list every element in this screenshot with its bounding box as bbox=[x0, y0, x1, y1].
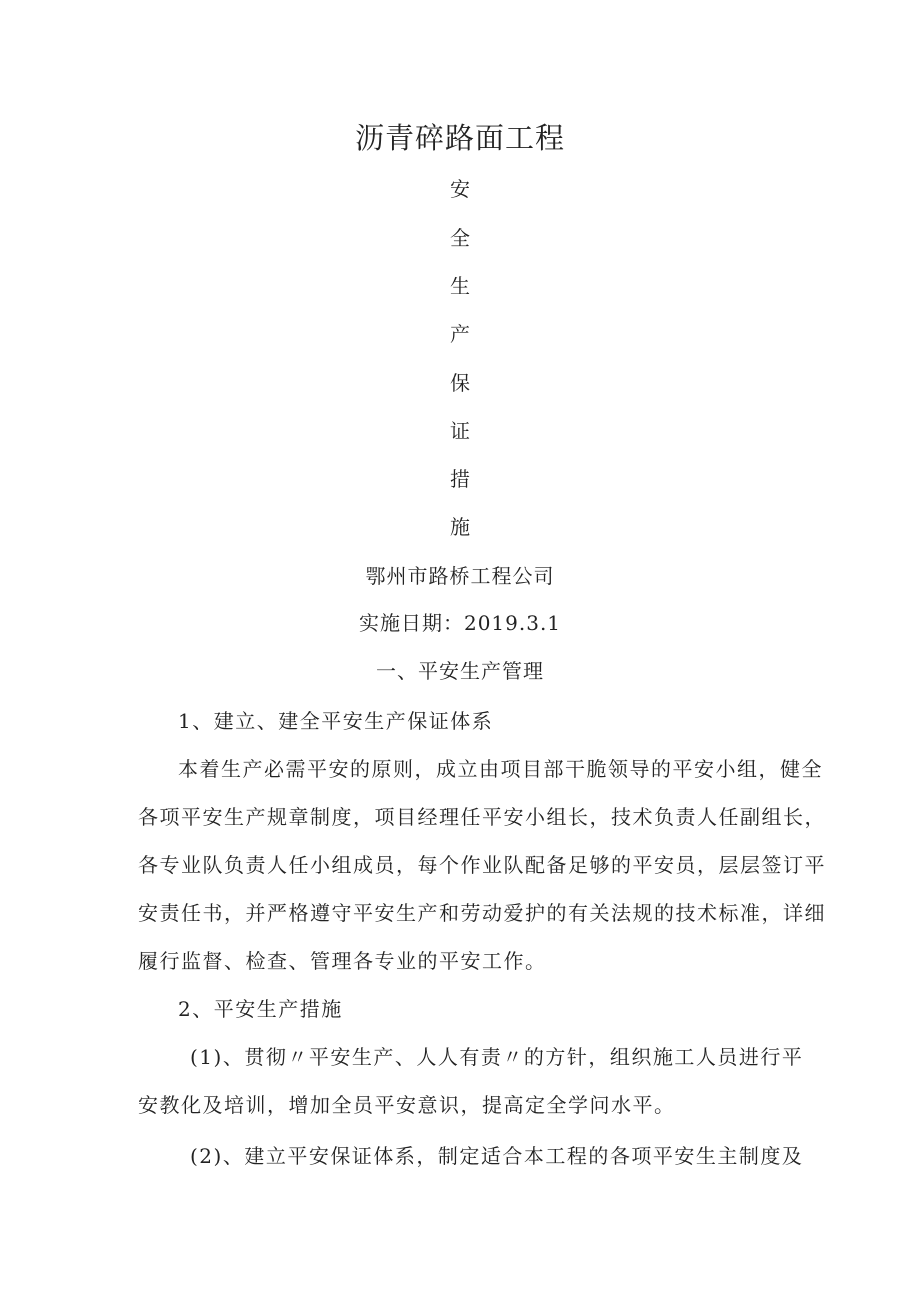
subtitle-char: 全 bbox=[450, 226, 470, 250]
subtitle-char: 产 bbox=[450, 322, 470, 346]
implementation-date: 实施日期：2019.3.1 bbox=[358, 611, 562, 635]
sub2-paragraph-line: (2)、建立平安保证体系，制定适合本工程的各项平安生主制度及 bbox=[190, 1144, 804, 1168]
item1-paragraph-line: 各专业队负责人任小组成员，每个作业队配备足够的平安员，层层签订平 bbox=[138, 853, 826, 877]
subtitle-char: 措 bbox=[450, 467, 470, 491]
document-title: 沥青碎路面工程 bbox=[354, 121, 565, 155]
item2-heading: 2、平安生产措施 bbox=[178, 997, 343, 1021]
subtitle-char: 施 bbox=[450, 515, 470, 539]
company-name: 鄂州市路桥工程公司 bbox=[365, 564, 555, 588]
sub1-paragraph-line: 安教化及培训，增加全员平安意识，提高定全学问水平。 bbox=[138, 1093, 676, 1117]
subtitle-char: 保 bbox=[450, 371, 470, 395]
item1-paragraph-line: 安责任书，并严格遵守平安生产和劳动爱护的有关法规的技术标准，详细 bbox=[138, 901, 826, 925]
subtitle-char: 生 bbox=[450, 274, 470, 298]
item1-paragraph-line: 履行监督、检查、管理各专业的平安工作。 bbox=[138, 949, 547, 973]
subtitle-char: 安 bbox=[450, 177, 470, 201]
item1-paragraph-line: 本着生产必需平安的原则，成立由项目部干脆领导的平安小组，健全 bbox=[178, 757, 823, 781]
section-heading: 一、平安生产管理 bbox=[376, 659, 544, 683]
item1-heading: 1、建立、建全平安生产保证体系 bbox=[178, 709, 494, 733]
subtitle-char: 证 bbox=[450, 419, 470, 443]
sub1-paragraph-line: (1)、贯彻〃平安生产、人人有责〃的方针，组织施工人员进行平 bbox=[190, 1045, 804, 1069]
item1-paragraph-line: 各项平安生产规章制度，项目经理任平安小组长，技术负责人任副组长， bbox=[138, 805, 826, 829]
